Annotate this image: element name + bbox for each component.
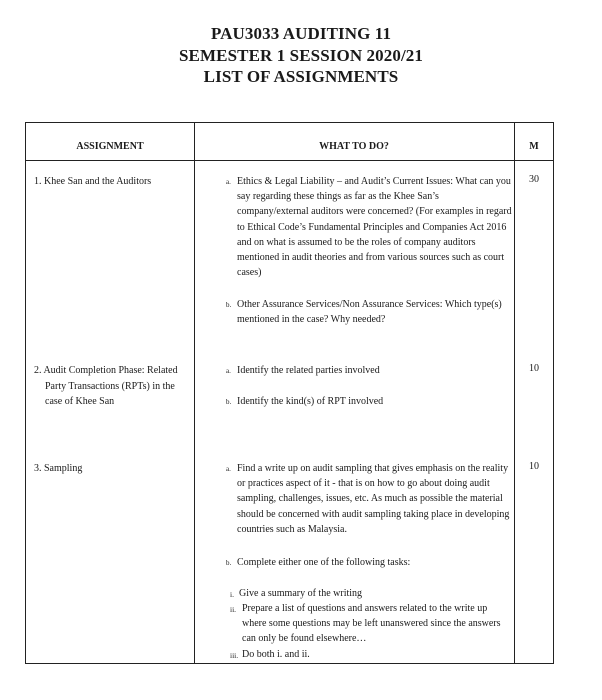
assignment-1-title: 1. Khee San and the Auditors — [34, 176, 152, 187]
item-label: b. — [226, 559, 232, 567]
header-divider — [26, 160, 553, 161]
header-marks: M — [529, 141, 539, 152]
subitem-label: i. — [230, 590, 234, 599]
assignment-3-subitem-ii — [230, 601, 512, 647]
subitem-text: Give a summary of the writing — [239, 588, 363, 599]
assignment-3-item-a — [226, 461, 512, 537]
subitem-text: Prepare a list of questions and answers related to the write up where some questions may be left unanswered since the answers can only be found elsewhere… — [242, 603, 501, 645]
course-title: PAU3033 AUDITING 11 — [210, 24, 392, 43]
document-title — [0, 23, 602, 88]
assignment-2-marks: 10 — [529, 363, 539, 374]
assignment-3-title: 3. Sampling — [34, 463, 83, 474]
item-text: Identify the kind(s) of RPT involved — [237, 396, 384, 407]
assignments-table — [25, 122, 554, 664]
assignment-2-item-a — [226, 363, 512, 378]
assignment-3-subitem-iii — [230, 647, 512, 662]
assignment-3-subitem-i — [230, 586, 512, 601]
column-divider — [514, 123, 515, 663]
header-assignment: ASSIGNMENT — [76, 141, 144, 152]
item-text: Identify the related parties involved — [237, 365, 380, 376]
item-label: a. — [226, 465, 231, 473]
header-what-to-do: WHAT TO DO? — [319, 141, 389, 152]
subitem-label: ii. — [230, 605, 237, 614]
assignment-3-marks: 10 — [529, 461, 539, 472]
subitem-text: Do both i. and ii. — [242, 649, 310, 660]
assignment-1-marks: 30 — [529, 174, 539, 185]
subitem-label: iii. — [230, 651, 239, 660]
item-label: b. — [226, 301, 232, 309]
assignment-2-item-b — [226, 394, 512, 409]
assignment-2-title — [34, 363, 189, 410]
semester-title: SEMESTER 1 SESSION 2020/21 — [179, 45, 423, 65]
item-text: Complete either one of the following tasks: — [237, 557, 411, 568]
item-label: b. — [226, 398, 232, 406]
item-text: Find a write up on audit sampling that gives emphasis on the reality or practices aspect of it - that is on how to go about doing audit sampling, challenges, issues, etc. As much as possible the material should be concerned with audit sampling taking place in developing countries such as Malaysia. — [237, 463, 510, 535]
item-text: Other Assurance Services/Non Assurance Services: Which type(s) mentioned in the case? Why needed? — [237, 299, 502, 326]
assignment-1-item-b — [226, 297, 512, 327]
list-title: LIST OF ASSIGNMENTS — [203, 67, 399, 86]
assignment-3-item-b — [226, 555, 512, 570]
item-label: a. — [226, 178, 231, 186]
assignment-1-item-a — [226, 174, 512, 280]
assignment-2-title-text: 2. Audit Completion Phase: Related Party Transactions (RPTs) in the case of Khee San — [34, 365, 178, 407]
item-label: a. — [226, 367, 231, 375]
column-divider — [194, 123, 195, 663]
item-text: Ethics & Legal Liability – and Audit’s Current Issues: What can you say regarding these things as far as the Khee San’s company/external auditors were concerned? (For examples in regard to Ethical Code’s Fundamental Principles and Companies Act 2016 and on what is assumed to be the roles of company auditors mentioned in audit theories and from various sources such as court cases) — [237, 176, 512, 279]
